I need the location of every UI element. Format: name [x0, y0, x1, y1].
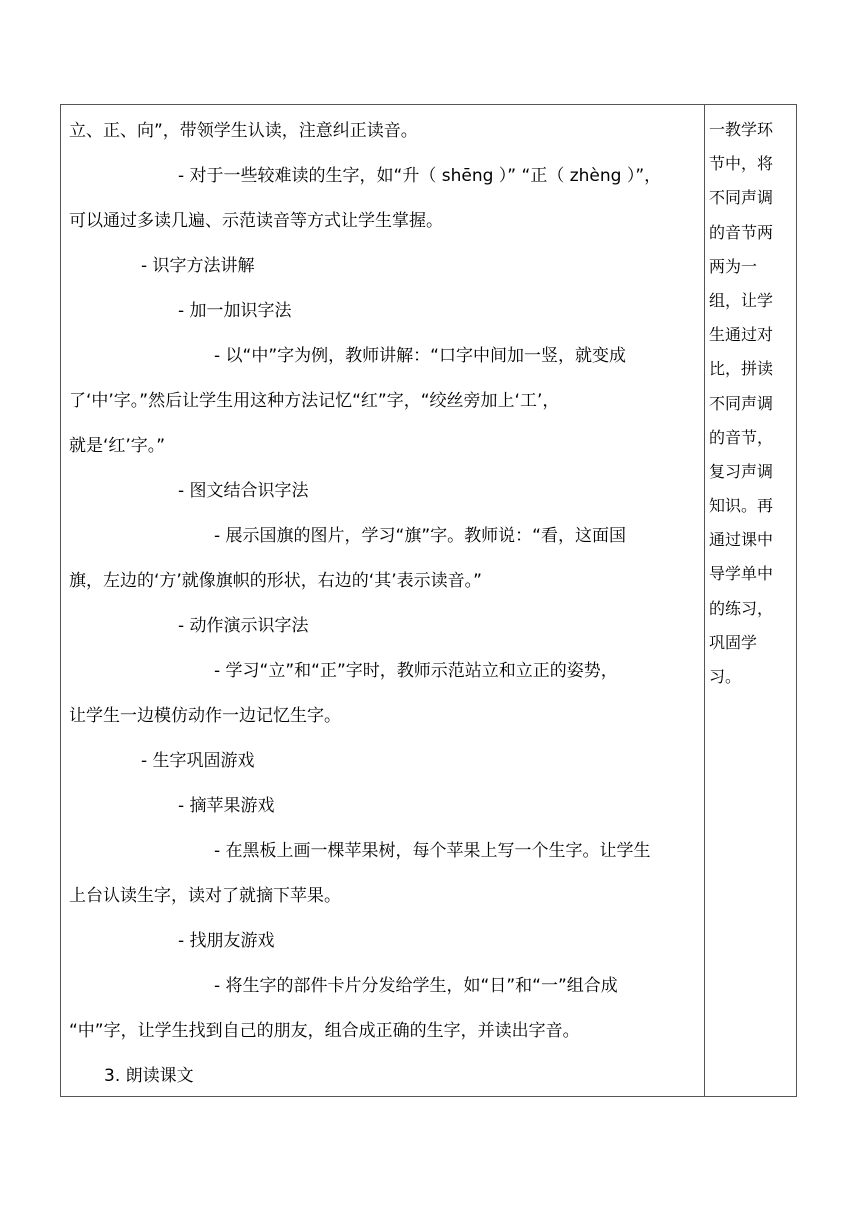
notes-column [709, 113, 795, 694]
subsection-heading: - 摘苹果游戏 [178, 796, 275, 816]
note-line: 两为一 [709, 256, 758, 276]
text-line: 可以通过多读几遍、示范读音等方式让学生掌握。 [69, 211, 443, 231]
text-line: 上台认读生字，读对了就摘下苹果。 [69, 886, 341, 906]
note-line: 导学单中 [709, 564, 774, 584]
note-line: 的音节， [709, 427, 774, 447]
note-line: 比，拼读 [709, 359, 774, 379]
note-line: 的练习， [709, 598, 774, 618]
text-line: - 将生字的部件卡片分发给学生，如“日”和“一”组合成 [214, 976, 618, 996]
note-line: 不同声调 [709, 393, 774, 413]
note-line: 巩固学 [709, 632, 758, 652]
text-line: - 学习“立”和“正”字时，教师示范站立和立正的姿势， [214, 661, 618, 681]
note-line: 通过课中 [709, 530, 774, 550]
text-line: - 以“中”字为例，教师讲解：“口字中间加一竖，就变成 [214, 346, 626, 366]
subsection-heading: - 加一加识字法 [178, 301, 292, 321]
text-line: “中”字，让学生找到自己的朋友，组合成正确的生字，并读出字音。 [69, 1021, 580, 1041]
note-line: 生通过对 [709, 325, 774, 345]
section-heading: - 生字巩固游戏 [141, 751, 255, 771]
note-line: 节中，将 [709, 154, 774, 174]
note-line: 知识。再 [709, 496, 774, 516]
note-line: 一教学环 [709, 120, 774, 139]
text-line: - 展示国旗的图片，学习“旗”字。教师说：“看，这面国 [214, 526, 626, 546]
subsection-heading: - 找朋友游戏 [178, 931, 275, 951]
text-line: 就是‘红’字。” [69, 436, 166, 456]
text-line: - 在黑板上画一棵苹果树，每个苹果上写一个生字。让学生 [214, 841, 651, 861]
note-line: 的音节两 [709, 222, 774, 242]
note-line: 习。 [709, 667, 742, 686]
text-line: 让学生一边模仿动作一边记忆生字。 [69, 706, 341, 726]
column-divider [704, 105, 705, 1096]
note-line: 不同声调 [709, 188, 774, 208]
subsection-heading: - 图文结合识字法 [178, 481, 309, 501]
text-line: 了‘中’字。”然后让学生用这种方法记忆“红”字，“绞丝旁加上‘工’， [69, 391, 560, 411]
text-line: - 对于一些较难读的生字，如“升（ shēng ）” “正（ zhèng ）”， [178, 166, 662, 186]
subsection-heading: - 动作演示识字法 [178, 616, 309, 636]
note-line: 组，让学 [709, 290, 774, 310]
note-line: 复习声调 [709, 461, 774, 481]
text-line: 旗，左边的‘方’就像旗帜的形状，右边的‘其’表示读音。” [69, 571, 482, 591]
document-table [60, 104, 797, 1097]
section-heading: - 识字方法讲解 [141, 256, 255, 276]
section-heading: 3. 朗读课文 [104, 1066, 194, 1086]
text-line: 立、正、向”，带领学生认读，注意纠正读音。 [69, 121, 418, 141]
